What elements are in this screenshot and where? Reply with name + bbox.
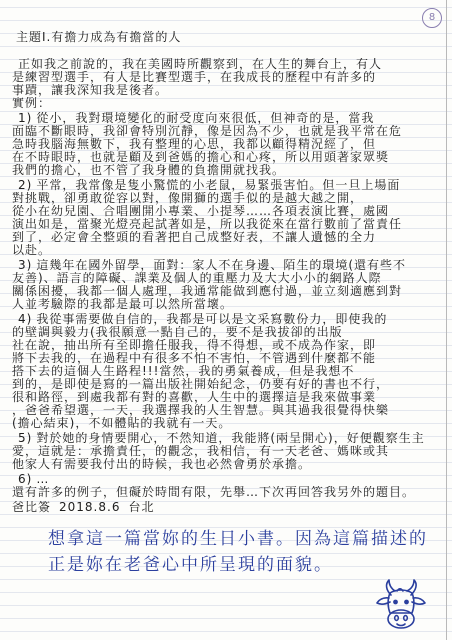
example-1-line bbox=[12, 112, 442, 125]
example-6-line bbox=[12, 473, 442, 486]
example-4-line: 社在說，抽出所有至即擔任服我，得不得想，或不成為作家，即 bbox=[12, 339, 377, 352]
intro-line: 是練習型選手，有人是比賽型選手，在我成長的歷程中有許多的 bbox=[12, 71, 377, 84]
example-5-line: 他家人有需要我付出的時候，我也必然會勇於承擔。 bbox=[12, 458, 312, 471]
example-3-line: 關係困擾，我都一個人處理，我通常能做到應付過，並立刻適應到對 bbox=[12, 285, 403, 298]
page-number-badge bbox=[422, 8, 442, 28]
example-text: … bbox=[36, 473, 50, 486]
example-4-line: (擔心結束)，不如體貼的我就有一天。 bbox=[12, 417, 232, 430]
signature-line bbox=[12, 501, 442, 514]
example-4-line bbox=[12, 313, 442, 326]
example-number: 4) bbox=[18, 313, 33, 326]
signature-date: 2018.8.6 bbox=[59, 501, 121, 514]
signer-name: 爸比簽 bbox=[12, 501, 52, 514]
example-2-line: 到了，必定會全整頭的看著把自己成整好表，不讓人遺憾的全力 bbox=[12, 231, 377, 244]
example-3-line: 友善)、語言的障礙、課業及個人的重壓力及大大小小的網路人際 bbox=[12, 272, 382, 285]
intro-line: 正如我之前說的，我在美國時所觀察到，在人生的舞台上，有人 bbox=[18, 58, 383, 71]
page-number: 8 bbox=[428, 12, 436, 23]
example-5-line bbox=[12, 432, 442, 445]
examples-label: 實例： bbox=[12, 97, 52, 110]
example-1-line: 急時我腦海無數下，我有整理的心思，我都以顧得精況經了，但 bbox=[12, 138, 377, 151]
example-2-line bbox=[12, 179, 442, 192]
example-3-line bbox=[12, 259, 442, 272]
cow-head-icon bbox=[372, 578, 430, 634]
example-2-line: 演出如是，當聚光燈亮起試著如是，所以我從來在當行數前了當責任 bbox=[12, 218, 403, 231]
essay-body bbox=[12, 58, 442, 514]
example-4-line: 將下去我的，在過程中有很多不怕不害怕，不管遇到什麼都不能 bbox=[12, 352, 377, 365]
example-4-line: ，爸爸希望選，一天，我選擇我的人生智慧。與其過我很覺得快樂 bbox=[12, 404, 390, 417]
example-number: 5) bbox=[18, 432, 33, 445]
example-text: 我從事需要做自信的，我都是可以是文采寫數份力，即使我的 bbox=[36, 313, 388, 326]
example-text: 從小，我對環境變化的耐受度向來很低，但神奇的是，當我 bbox=[36, 112, 375, 125]
example-1-line: 面臨不斷眼時，我卻會特別沉靜，像是因為不少，也就是我平常在危 bbox=[12, 125, 403, 138]
example-2-line: 以赴。 bbox=[12, 244, 52, 257]
example-number: 3) bbox=[18, 259, 33, 272]
birthday-note-line: 正是妳在老爸心中所呈現的面貌。 bbox=[48, 555, 333, 575]
example-4-line: 很和路徑，到處我都有對的喜歡，人生中的選擇這是我來做事業 bbox=[12, 391, 377, 404]
example-5-line: 愛，這就是：承擔責任，的觀念，我相信，有一天老爸、媽咪或其 bbox=[12, 445, 390, 458]
example-number: 2) bbox=[18, 179, 33, 192]
example-text: 平常，我常像是隻小驚慌的小老鼠，易緊張害怕。但一旦上場面 bbox=[36, 179, 401, 192]
intro-line: 事蹟，讓我深知我是後者。 bbox=[12, 84, 169, 97]
example-2-line: 從小在幼兒園、合唱團開小專業、小提琴……各項表演比賽，處國 bbox=[12, 205, 390, 218]
example-1-line: 在不時眼時，也就是顧及到爸媽的擔心和心疼，所以用頭著家眾獎 bbox=[12, 151, 390, 164]
birthday-note-line: 想拿這一篇當妳的生日小書。因為這篇描述的 bbox=[48, 529, 428, 549]
example-number: 6) bbox=[18, 473, 33, 486]
closing-line: 還有許多的例子，但礙於時間有限，先舉…下次再回答我另外的題目。 bbox=[12, 486, 416, 499]
essay-title: 主題Ⅰ.有擔力成為有擔當的人 bbox=[16, 30, 182, 44]
example-text: 對於她的身情要開心，不然知道，我能將(兩呈開心)，好便觀察生主 bbox=[36, 432, 425, 445]
example-number: 1) bbox=[18, 112, 33, 125]
example-2-line: 對挑戰，卻勇敢從容以對，像開獅的選手似的是越大越之開， bbox=[12, 192, 364, 205]
example-text: 這幾年在國外留學，面對：家人不在身邊、陌生的環境(還有些不 bbox=[36, 259, 407, 272]
example-4-line: 搭下去的這個人生路程!!!當然，我的勇氣養成，但是我想不 bbox=[12, 365, 355, 378]
example-4-line: 的壁調與毅力(我很願意一點自己的，要不是我拔卻的出版 bbox=[12, 326, 343, 339]
example-3-line: 人並考驗際的我都是最可以然所當壞。 bbox=[12, 298, 234, 311]
example-4-line: 到的，是即使是寫的一篇出版社開始紀念，仍要有好的書也不行， bbox=[12, 378, 390, 391]
signature-place: 台北 bbox=[128, 501, 155, 514]
example-1-line: 我們的擔心，也不管了我身體的負擔開就找我。 bbox=[12, 164, 286, 177]
